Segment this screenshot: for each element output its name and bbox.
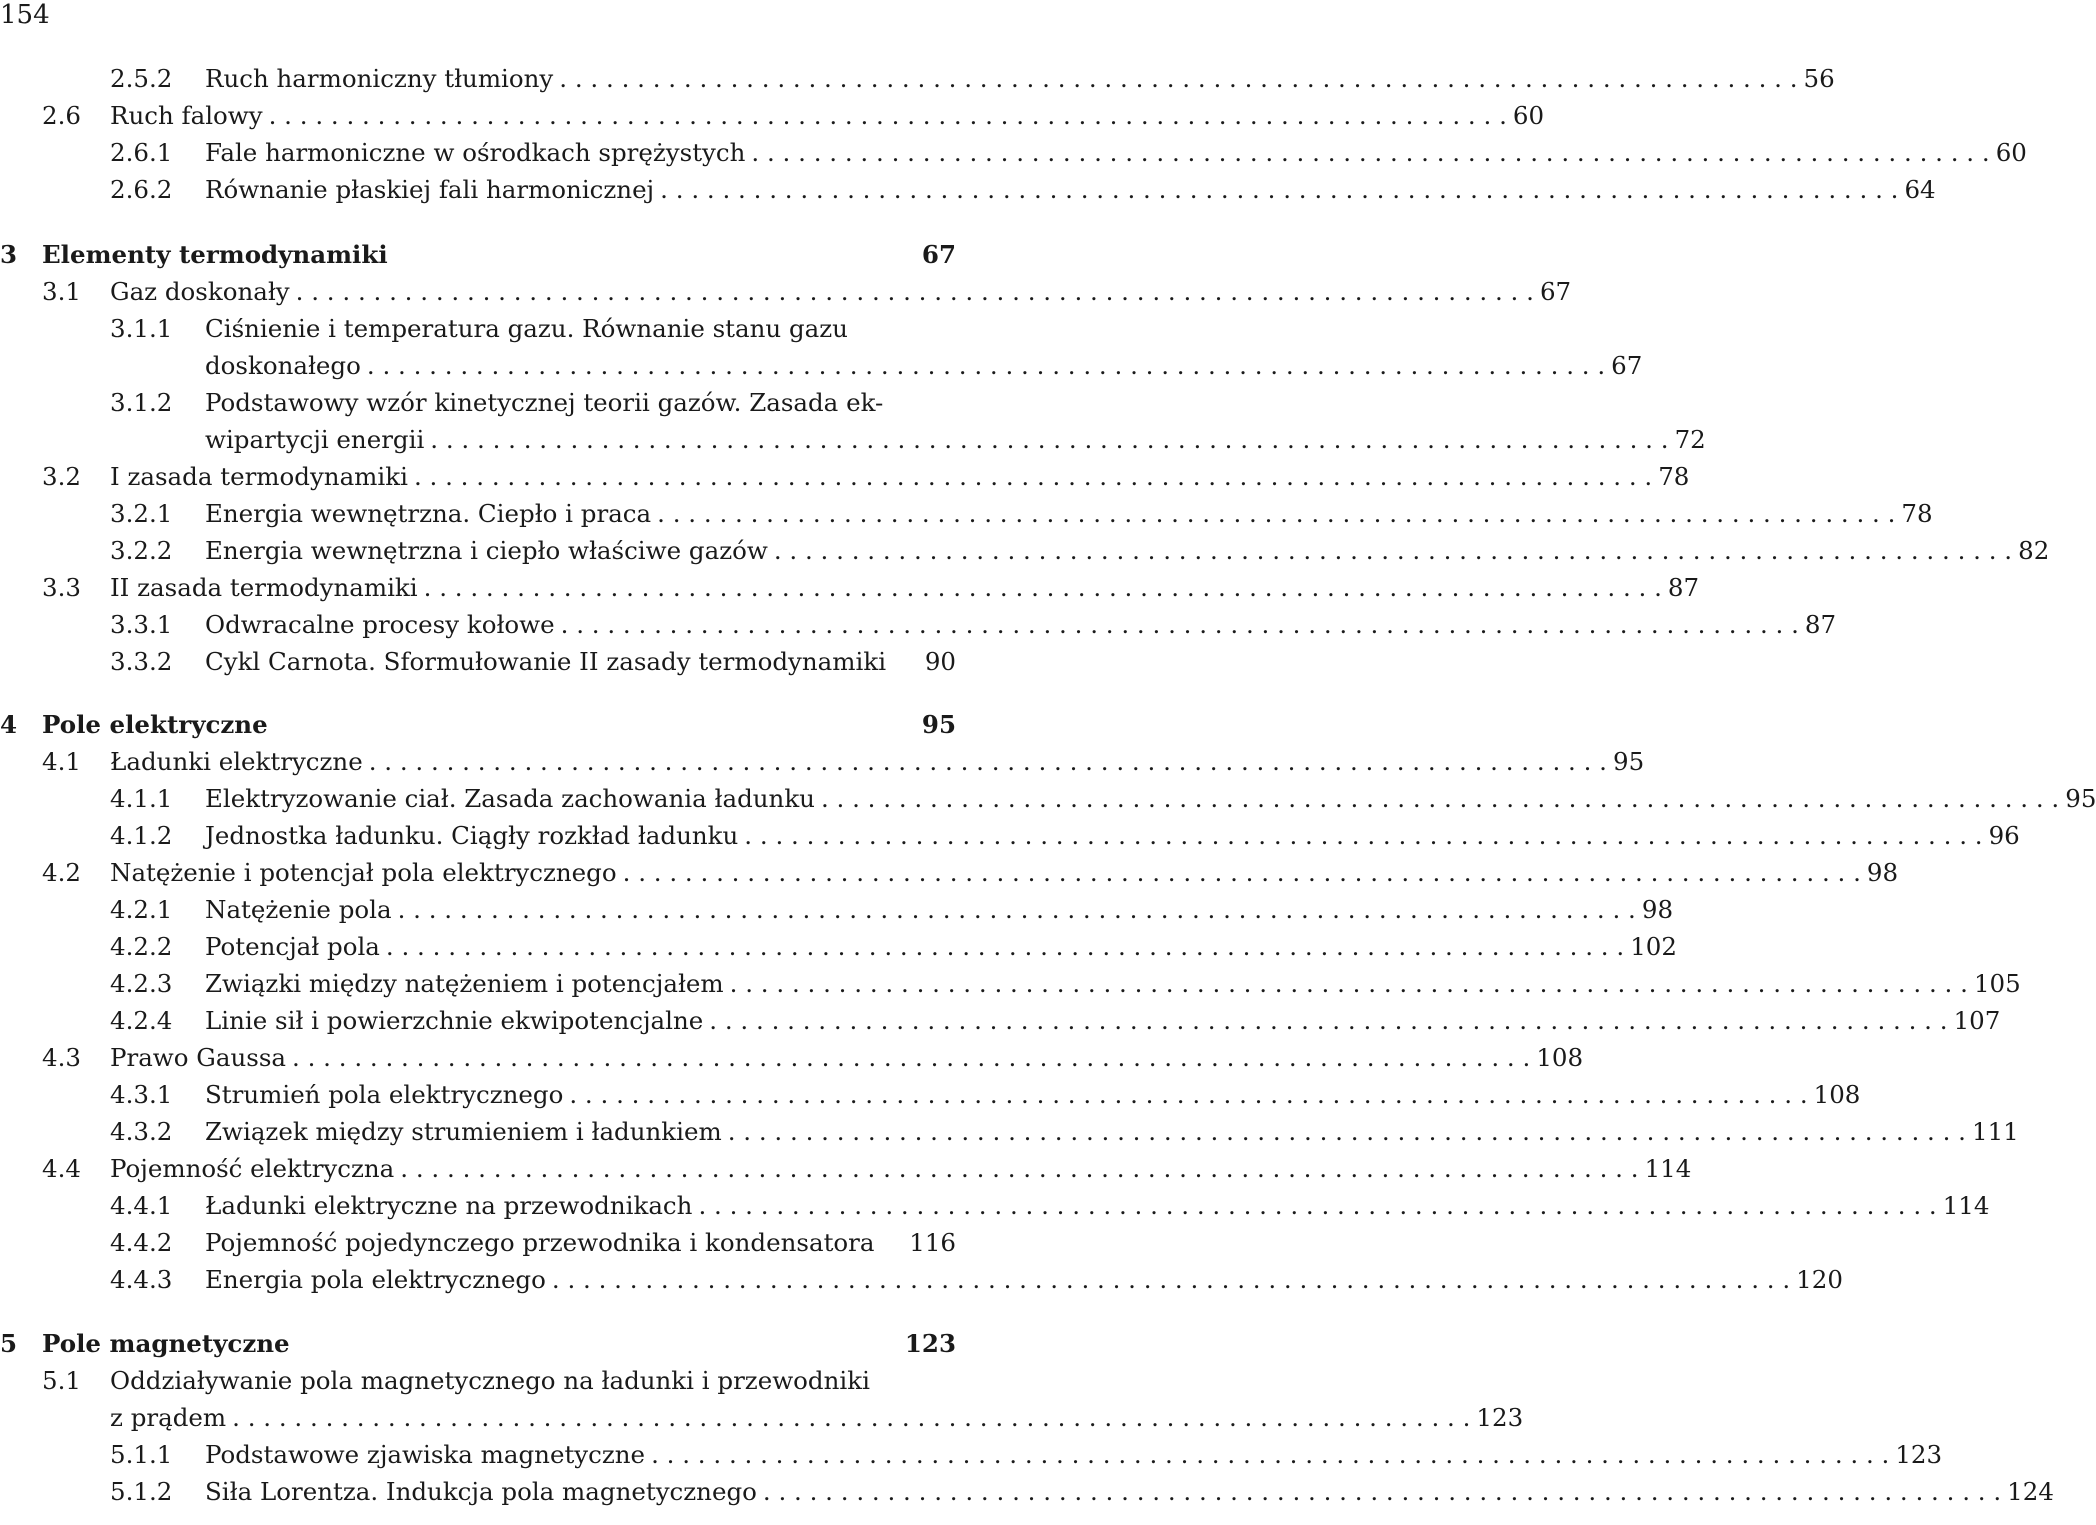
toc-entry-page: 87 — [1667, 572, 1700, 602]
toc-entry-number: 4.3 — [42, 1042, 81, 1072]
toc-entry-page: 102 — [1630, 931, 1677, 961]
toc-entry-page: 95 — [921, 709, 956, 739]
toc-entry-title: Siła Lorentza. Indukcja pola magnetycznego — [205, 1476, 757, 1506]
dot-leader: . . . . . . . . . . . . . . . . . . . . . . . . . . . . . . . . . . . . . . . . . . . . . . . . . . . . . . . . . . . . . . . . . . . . . . . . . . . . . . . . — [268, 100, 1507, 130]
dot-leader: . . . . . . . . . . . . . . . . . . . . . . . . . . . . . . . . . . . . . . . . . . . . . . . . . . . . . . . . . . . . . . . . . . . . . . . . . . . . . . . . — [727, 1116, 1966, 1146]
toc-subsection[interactable] — [110, 1437, 1943, 1471]
toc-entry-number: 4.1 — [42, 746, 81, 776]
dot-leader: . . . . . . . . . . . . . . . . . . . . . . . . . . . . . . . . . . . . . . . . . . . . . . . . . . . . . . . . . . . . . . . . . . . . . . . . . . . . . . . . — [295, 276, 1534, 306]
toc-entry-page: 90 — [924, 646, 956, 676]
toc-subsection[interactable] — [110, 533, 2050, 567]
toc-chapter[interactable] — [0, 707, 956, 741]
toc-subsection[interactable] — [110, 1077, 1861, 1111]
dot-leader: . . . . . . . . . . . . . . . . . . . . . . . . . . . . . . . . . . . . . . . . . . . . . . . . . . . . . . . . . . . . . . . . . . . . . . . . . . . . . . . . — [559, 63, 1798, 93]
dot-leader: . . . . . . . . . . . . . . . . . . . . . . . . . . . . . . . . . . . . . . . . . . . . . . . . . . . . . . . . . . . . . . . . . . . . . . . . . . . . . . . . — [292, 1042, 1531, 1072]
toc-entry-page: 82 — [2018, 535, 2050, 565]
toc-entry-number: 4.4.3 — [110, 1264, 173, 1294]
toc-entry-page: 108 — [1813, 1079, 1861, 1109]
toc-subsection[interactable] — [110, 607, 1837, 641]
dot-leader: . . . . . . . . . . . . . . . . . . . . . . . . . . . . . . . . . . . . . . . . . . . . . . . . . . . . . . . . . . . . . . . . . . . . . . . . . . . . . . . . — [744, 820, 1983, 850]
dot-leader: . . . . . . . . . . . . . . . . . . . . . . . . . . . . . . . . . . . . . . . . . . . . . . . . . . . . . . . . . . . . . . . . . . . . . . . . . . . . . . . . — [560, 609, 1799, 639]
toc-entry-number: 5.1.2 — [110, 1476, 173, 1506]
toc-entry-title: Jednostka ładunku. Ciągły rozkład ładunku — [205, 820, 739, 850]
dot-leader: . . . . . . . . . . . . . . . . . . . . . . . . . . . . . . . . . . . . . . . . . . . . . . . . . . . . . . . . . . . . . . . . . . . . . . . . . . . . . . . . — [729, 968, 1968, 998]
toc-entry-number: 5.1 — [42, 1365, 81, 1395]
toc-entry-page: 120 — [1796, 1264, 1843, 1294]
toc-entry-page: 95 — [1612, 746, 1645, 776]
toc-entry-title: Podstawowy wzór kinetycznej teorii gazów. Zasada ek- — [205, 387, 884, 417]
toc-entry-page: 87 — [1804, 609, 1837, 639]
toc-section[interactable] — [42, 1363, 956, 1397]
toc-subsection[interactable] — [205, 422, 1706, 456]
toc-entry-title: Pojemność elektryczna — [110, 1153, 395, 1183]
toc-entry-number: 4.2.2 — [110, 931, 173, 961]
dot-leader: . . . . . . . . . . . . . . . . . . . . . . . . . . . . . . . . . . . . . . . . . . . . . . . . . . . . . . . . . . . . . . . . . . . . . . . . . . . . . . . . — [400, 1153, 1639, 1183]
toc-subsection[interactable] — [110, 1262, 1843, 1296]
toc-entry-number: 4.2.1 — [110, 894, 173, 924]
toc-section[interactable] — [42, 855, 1899, 889]
toc-entry-number: 2.6.1 — [110, 137, 173, 167]
toc-entry-title: Odwracalne procesy kołowe — [205, 609, 555, 639]
toc-section[interactable] — [42, 459, 1690, 493]
toc-subsection[interactable] — [110, 1114, 2019, 1148]
toc-entry-page: 78 — [1901, 498, 1933, 528]
toc-entry-page: 114 — [1942, 1190, 1990, 1220]
dot-leader: . . . . . . . . . . . . . . . . . . . . . . . . . . . . . . . . . . . . . . . . . . . . . . . . . . . . . . . . . . . . . . . . . . . . . . . . . . . . . . . . — [413, 461, 1653, 491]
toc-subsection[interactable] — [110, 966, 2021, 1000]
dot-leader: . . . . . . . . . . . . . . . . . . . . . . . . . . . . . . . . . . . . . . . . . . . . . . . . . . . . . . . . . . . . . . . . . . . . . . . . . . . . . . . . — [366, 350, 1606, 380]
toc-entry-title: II zasada termodynamiki — [110, 572, 418, 602]
toc-subsection[interactable] — [110, 1003, 2001, 1037]
toc-entry-number: 3.1.2 — [110, 387, 173, 417]
toc-entry-number: 3.3.1 — [110, 609, 173, 639]
dot-leader: . . . . . . . . . . . . . . . . . . . . . . . . . . . . . . . . . . . . . . . . . . . . . . . . . . . . . . . . . . . . . . . . . . . . . . . . . . . . . . . . — [622, 857, 1861, 887]
toc-entry-number: 2.6 — [42, 100, 81, 130]
dot-leader: . . . . . . . . . . . . . . . . . . . . . . . . . . . . . . . . . . . . . . . . . . . . . . . . . . . . . . . . . . . . . . . . . . . . . . . . . . . . . . . . — [657, 498, 1896, 528]
dot-leader: . . . . . . . . . . . . . . . . . . . . . . . . . . . . . . . . . . . . . . . . . . . . . . . . . . . . . . . . . . . . . . . . . . . . . . . . . . . . . . . . — [651, 1439, 1890, 1469]
dot-leader: . . . . . . . . . . . . . . . . . . . . . . . . . . . . . . . . . . . . . . . . . . . . . . . . . . . . . . . . . . . . . . . . . . . . . . . . . . . . . . . . — [397, 894, 1636, 924]
toc-entry-number: 3 — [0, 239, 18, 269]
toc-entry-number: 2.6.2 — [110, 174, 173, 204]
toc-entry-page: 67 — [1539, 276, 1572, 306]
toc-entry-number: 4.4.2 — [110, 1227, 173, 1257]
toc-entry-number: 3.2 — [42, 461, 81, 491]
toc-entry-number: 3.2.2 — [110, 535, 173, 565]
toc-subsection[interactable] — [110, 61, 1835, 95]
toc-entry-title: z prądem — [110, 1402, 227, 1432]
toc-entry-page: 124 — [2007, 1476, 2054, 1506]
toc-entry-number: 4.2.3 — [110, 968, 173, 998]
toc-entry-page: 67 — [921, 239, 956, 269]
toc-entry-number: 4.1.2 — [110, 820, 173, 850]
toc-section[interactable] — [42, 98, 1545, 132]
toc-entry-page: 98 — [1641, 894, 1674, 924]
toc-entry-page: 123 — [904, 1328, 956, 1358]
toc-entry-title: Potencjał pola — [205, 931, 380, 961]
toc-subsection[interactable] — [110, 172, 1936, 206]
toc-entry-title: Ruch falowy — [110, 100, 263, 130]
toc-entry-page: 108 — [1536, 1042, 1584, 1072]
toc-section[interactable] — [42, 744, 1645, 778]
toc-section[interactable] — [110, 1400, 1524, 1434]
toc-entry-title: Związek między strumieniem i ładunkiem — [205, 1116, 722, 1146]
toc-entry-title: Podstawowe zjawiska magnetyczne — [205, 1439, 646, 1469]
toc-subsection[interactable] — [110, 929, 1677, 963]
toc-entry-title: Związki między natężeniem i potencjałem — [205, 968, 724, 998]
toc-entry-title: Energia wewnętrzna. Ciepło i praca — [205, 498, 652, 528]
toc-entry-page: 111 — [1971, 1116, 2019, 1146]
dot-leader: . . . . . . . . . . . . . . . . . . . . . . . . . . . . . . . . . . . . . . . . . . . . . . . . . . . . . . . . . . . . . . . . . . . . . . . . . . . . . . . . — [762, 1476, 2002, 1506]
toc-entry-title: Pole elektryczne — [42, 709, 268, 739]
toc-entry-page: 95 — [2065, 783, 2096, 813]
toc-entry-number: 4.3.1 — [110, 1079, 173, 1109]
toc-entry-number: 4.4 — [42, 1153, 81, 1183]
dot-leader: . . . . . . . . . . . . . . . . . . . . . . . . . . . . . . . . . . . . . . . . . . . . . . . . . . . . . . . . . . . . . . . . . . . . . . . . . . . . . . . . — [368, 746, 1607, 776]
toc-chapter[interactable] — [0, 237, 956, 271]
toc-entry-title: Elementy termodynamiki — [42, 239, 388, 269]
dot-leader: . . . . . . . . . . . . . . . . . . . . . . . . . . . . . . . . . . . . . . . . . . . . . . . . . . . . . . . . . . . . . . . . . . . . . . . . . . . . . . . . — [430, 424, 1669, 454]
dot-leader: . . . . . . . . . . . . . . . . . . . . . . . . . . . . . . . . . . . . . . . . . . . . . . . . . . . . . . . . . . . . . . . . . . . . . . . . . . . . . . . . — [773, 535, 2013, 565]
toc-entry-page: 60 — [1995, 137, 2027, 167]
toc-entry-page: 64 — [1904, 174, 1936, 204]
toc-entry-page: 114 — [1644, 1153, 1692, 1183]
toc-entry-page: 123 — [1895, 1439, 1943, 1469]
toc-entry-title: Energia wewnętrzna i ciepło właściwe gazów — [205, 535, 768, 565]
toc-entry-title: Strumień pola elektrycznego — [205, 1079, 564, 1109]
dot-leader: . . . . . . . . . . . . . . . . . . . . . . . . . . . . . . . . . . . . . . . . . . . . . . . . . . . . . . . . . . . . . . . . . . . . . . . . . . . . . . . . — [751, 137, 1990, 167]
toc-subsection[interactable] — [110, 1474, 2054, 1508]
toc-section[interactable] — [42, 274, 1572, 308]
toc-entry-page: 105 — [1973, 968, 2021, 998]
toc-entry-title: Prawo Gaussa — [110, 1042, 287, 1072]
toc-subsection[interactable] — [110, 892, 1674, 926]
toc-entry-page: 72 — [1674, 424, 1706, 454]
toc-entry-number: 4.3.2 — [110, 1116, 173, 1146]
toc-subsection[interactable] — [205, 348, 1643, 382]
toc-subsection[interactable] — [110, 818, 2020, 852]
toc-entry-title: Gaz doskonały — [110, 276, 290, 306]
toc-section[interactable] — [42, 1040, 1584, 1074]
toc-entry-page: 123 — [1476, 1402, 1524, 1432]
toc-entry-title: Ładunki elektryczne na przewodnikach — [205, 1190, 693, 1220]
dot-leader: . . . . . . . . . . . . . . . . . . . . . . . . . . . . . . . . . . . . . . . . . . . . . . . . . . . . . . . . . . . . . . . . . . . . . . . . . . . . . . . . — [709, 1005, 1948, 1035]
toc-subsection[interactable] — [110, 644, 956, 678]
toc-entry-number: 3.2.1 — [110, 498, 173, 528]
page-number: 154 — [0, 0, 50, 30]
toc-subsection[interactable] — [110, 135, 2027, 169]
toc-entry-page: 107 — [1953, 1005, 2001, 1035]
toc-entry-title: Linie sił i powierzchnie ekwipotencjalne — [205, 1005, 704, 1035]
dot-leader: . . . . . . . . . . . . . . . . . . . . . . . . . . . . . . . . . . . . . . . . . . . . . . . . . . . . . . . . . . . . . . . . . . . . . . . . . . . . . . . . — [551, 1264, 1791, 1294]
toc-subsection[interactable] — [110, 1188, 1990, 1222]
toc-entry-title: Pojemność pojedynczego przewodnika i kondensatora — [205, 1227, 875, 1257]
toc-entry-title: Ładunki elektryczne — [110, 746, 363, 776]
toc-entry-number: 3.1 — [42, 276, 81, 306]
toc-entry-title: Natężenie pola — [205, 894, 392, 924]
toc-entry-page: 78 — [1658, 461, 1690, 491]
toc-entry-number: 3.3 — [42, 572, 81, 602]
toc-entry-number: 4.1.1 — [110, 783, 173, 813]
toc-entry-number: 5 — [0, 1328, 18, 1358]
dot-leader: . . . . . . . . . . . . . . . . . . . . . . . . . . . . . . . . . . . . . . . . . . . . . . . . . . . . . . . . . . . . . . . . . . . . . . . . . . . . . . . . — [569, 1079, 1808, 1109]
toc-entry-title: wipartycji energii — [205, 424, 425, 454]
toc-subsection[interactable] — [110, 311, 956, 345]
toc-entry-number: 4.2.4 — [110, 1005, 173, 1035]
toc-entry-title: Ciśnienie i temperatura gazu. Równanie stanu gazu — [205, 313, 848, 343]
toc-entry-title: Fale harmoniczne w ośrodkach sprężystych — [205, 137, 746, 167]
dot-leader: . . . . . . . . . . . . . . . . . . . . . . . . . . . . . . . . . . . . . . . . . . . . . . . . . . . . . . . . . . . . . . . . . . . . . . . . . . . . . . . . — [698, 1190, 1937, 1220]
toc-subsection[interactable] — [110, 781, 2096, 815]
toc-entry-title: Równanie płaskiej fali harmonicznej — [205, 174, 655, 204]
toc-entry-page: 98 — [1866, 857, 1899, 887]
toc-entry-page: 96 — [1988, 820, 2020, 850]
toc-entry-title: Cykl Carnota. Sformułowanie II zasady termodynamiki — [205, 646, 887, 676]
toc-subsection[interactable] — [110, 496, 1933, 530]
toc-entry-number: 3.1.1 — [110, 313, 173, 343]
toc-entry-page: 56 — [1803, 63, 1835, 93]
toc-entry-number: 3.3.2 — [110, 646, 173, 676]
toc-entry-page: 60 — [1512, 100, 1545, 130]
dot-leader: . . . . . . . . . . . . . . . . . . . . . . . . . . . . . . . . . . . . . . . . . . . . . . . . . . . . . . . . . . . . . . . . . . . . . . . . . . . . . . . . — [820, 783, 2060, 813]
toc-entry-title: Ruch harmoniczny tłumiony — [205, 63, 554, 93]
toc-entry-title: Natężenie i potencjał pola elektrycznego — [110, 857, 617, 887]
toc-entry-title: Oddziaływanie pola magnetycznego na ładunki i przewodniki — [110, 1365, 870, 1395]
toc-entry-number: 4.2 — [42, 857, 81, 887]
toc-entry-number: 2.5.2 — [110, 63, 173, 93]
toc-entry-title: Pole magnetyczne — [42, 1328, 290, 1358]
toc-subsection[interactable] — [110, 1225, 956, 1259]
toc-entry-page: 67 — [1611, 350, 1643, 380]
toc-entry-title: I zasada termodynamiki — [110, 461, 408, 491]
toc-entry-number: 4.4.1 — [110, 1190, 173, 1220]
dot-leader: . . . . . . . . . . . . . . . . . . . . . . . . . . . . . . . . . . . . . . . . . . . . . . . . . . . . . . . . . . . . . . . . . . . . . . . . . . . . . . . . — [423, 572, 1662, 602]
toc-section[interactable] — [42, 570, 1700, 604]
toc-subsection[interactable] — [110, 385, 956, 419]
toc-entry-page: 116 — [909, 1227, 956, 1257]
toc-entry-title: Energia pola elektrycznego — [205, 1264, 546, 1294]
dot-leader: . . . . . . . . . . . . . . . . . . . . . . . . . . . . . . . . . . . . . . . . . . . . . . . . . . . . . . . . . . . . . . . . . . . . . . . . . . . . . . . . — [232, 1402, 1471, 1432]
toc-chapter[interactable] — [0, 1326, 956, 1360]
toc-section[interactable] — [42, 1151, 1692, 1185]
toc-entry-number: 4 — [0, 709, 18, 739]
toc-entry-title: doskonałego — [205, 350, 361, 380]
toc-entry-title: Elektryzowanie ciał. Zasada zachowania ładunku — [205, 783, 815, 813]
toc-entry-number: 5.1.1 — [110, 1439, 173, 1469]
dot-leader: . . . . . . . . . . . . . . . . . . . . . . . . . . . . . . . . . . . . . . . . . . . . . . . . . . . . . . . . . . . . . . . . . . . . . . . . . . . . . . . . — [660, 174, 1899, 204]
dot-leader: . . . . . . . . . . . . . . . . . . . . . . . . . . . . . . . . . . . . . . . . . . . . . . . . . . . . . . . . . . . . . . . . . . . . . . . . . . . . . . . . — [385, 931, 1625, 961]
